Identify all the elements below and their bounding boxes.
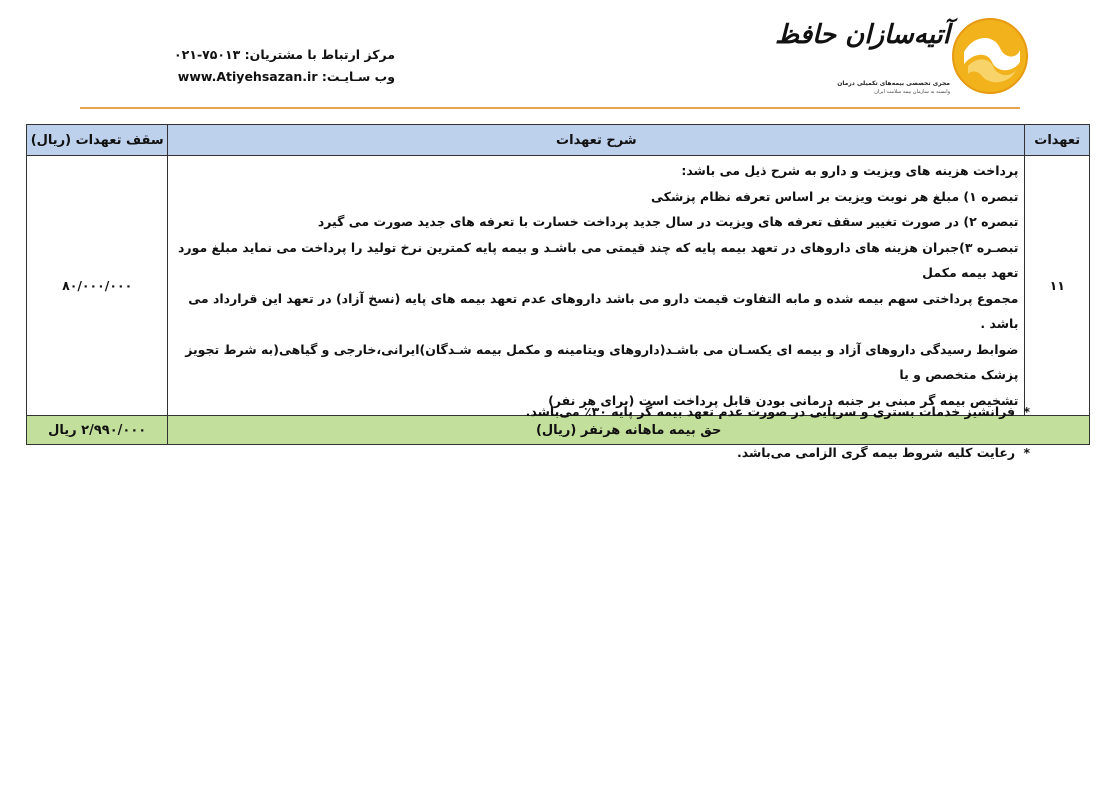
- header-divider: [80, 107, 1020, 109]
- notes-section: [80, 402, 1030, 484]
- contact-block: [95, 44, 395, 88]
- note-bullet: *: [1023, 445, 1030, 460]
- row-cap-amount: ۸۰/۰۰۰/۰۰۰: [27, 156, 168, 416]
- logo-tagline: وابسته به سازمان بیمه سلامت ایران: [874, 89, 950, 95]
- description-line: تبصـره ۳)جبران هزینه های داروهای در تعهد بیمه پایه که چند قیمتی می باشـد و بیمه پایه کمترین نرخ تولید را پرداخت می نماید مبلغ مورد تعهد بیمه مکمل: [178, 239, 1019, 280]
- total-label: حق بیمه ماهانه هرنفر (ریال): [168, 416, 1090, 445]
- company-logo: [775, 12, 1030, 100]
- logo-mark-icon: [950, 16, 1030, 96]
- row-description: [168, 156, 1025, 416]
- note-text: فرانشیز خدمات بستری و سرپایی در صورت عدم تعهد بیمه گر پایه ۳۰٪ می‌باشد.: [525, 404, 1016, 419]
- note-bullet: *: [1023, 404, 1030, 419]
- website-line: وب سـایـت: www.Atiyehsazan.ir: [177, 69, 395, 84]
- customer-service-line: مرکز ارتباط با مشتریان: ۷۵۰۱۳-۰۲۱: [174, 47, 395, 62]
- note-text: رعایت کلیه شروط بیمه گری الزامی می‌باشد.: [737, 445, 1016, 460]
- note-item: [80, 443, 1030, 463]
- total-value: ۲/۹۹۰/۰۰۰ ریال: [27, 416, 168, 445]
- table-row: [27, 156, 1090, 416]
- coverage-table: [26, 124, 1090, 445]
- header-description: شرح تعهدات: [168, 125, 1025, 156]
- row-number: ۱۱: [1025, 156, 1090, 416]
- description-line: تبصره ۲) در صورت تغییر سقف تعرفه های ویزیت در سال جدید پرداخت خسارت با تعرفه های جدید صورت می گیرد: [317, 214, 1019, 229]
- description-line: تشخیص بیمه گر مبنی بر جنبه درمانی بودن قابل پرداخت است (برای هر نفر): [548, 392, 1019, 408]
- table-header-row: [27, 125, 1090, 156]
- note-item: [80, 402, 1030, 422]
- description-line: ضوابط رسیدگی داروهای آزاد و بیمه ای یکسـان می باشـد(داروهای ویتامینه و مکمل بیمه شـدگان)ایرانی،خارجی و گیاهی(به شرط تجویز پزشک متخصص و یا: [185, 341, 1019, 382]
- description-line: تبصره ۱) مبلغ هر نوبت ویزیت بر اساس تعرفه نظام پزشکی: [651, 188, 1019, 204]
- header-cap: سقف تعهدات (ریال): [27, 125, 168, 156]
- logo-subtitle: مجری تخصصی بیمه‌های تکمیلی درمان: [837, 80, 950, 87]
- logo-wordmark: آتیه‌سازان حافظ: [775, 20, 950, 50]
- header-coverage: تعهدات: [1025, 125, 1090, 156]
- description-line: پرداخت هزینه های ویزیت و دارو به شرح ذیل می باشد:: [681, 163, 1019, 178]
- description-line: مجموع پرداختی سهم بیمه شده و مابه التفاوت قیمت دارو می باشد داروهای عدم تعهد بیمه های پایه (نسخ آزاد) در تعهد این قرارداد می باشد .: [188, 290, 1019, 331]
